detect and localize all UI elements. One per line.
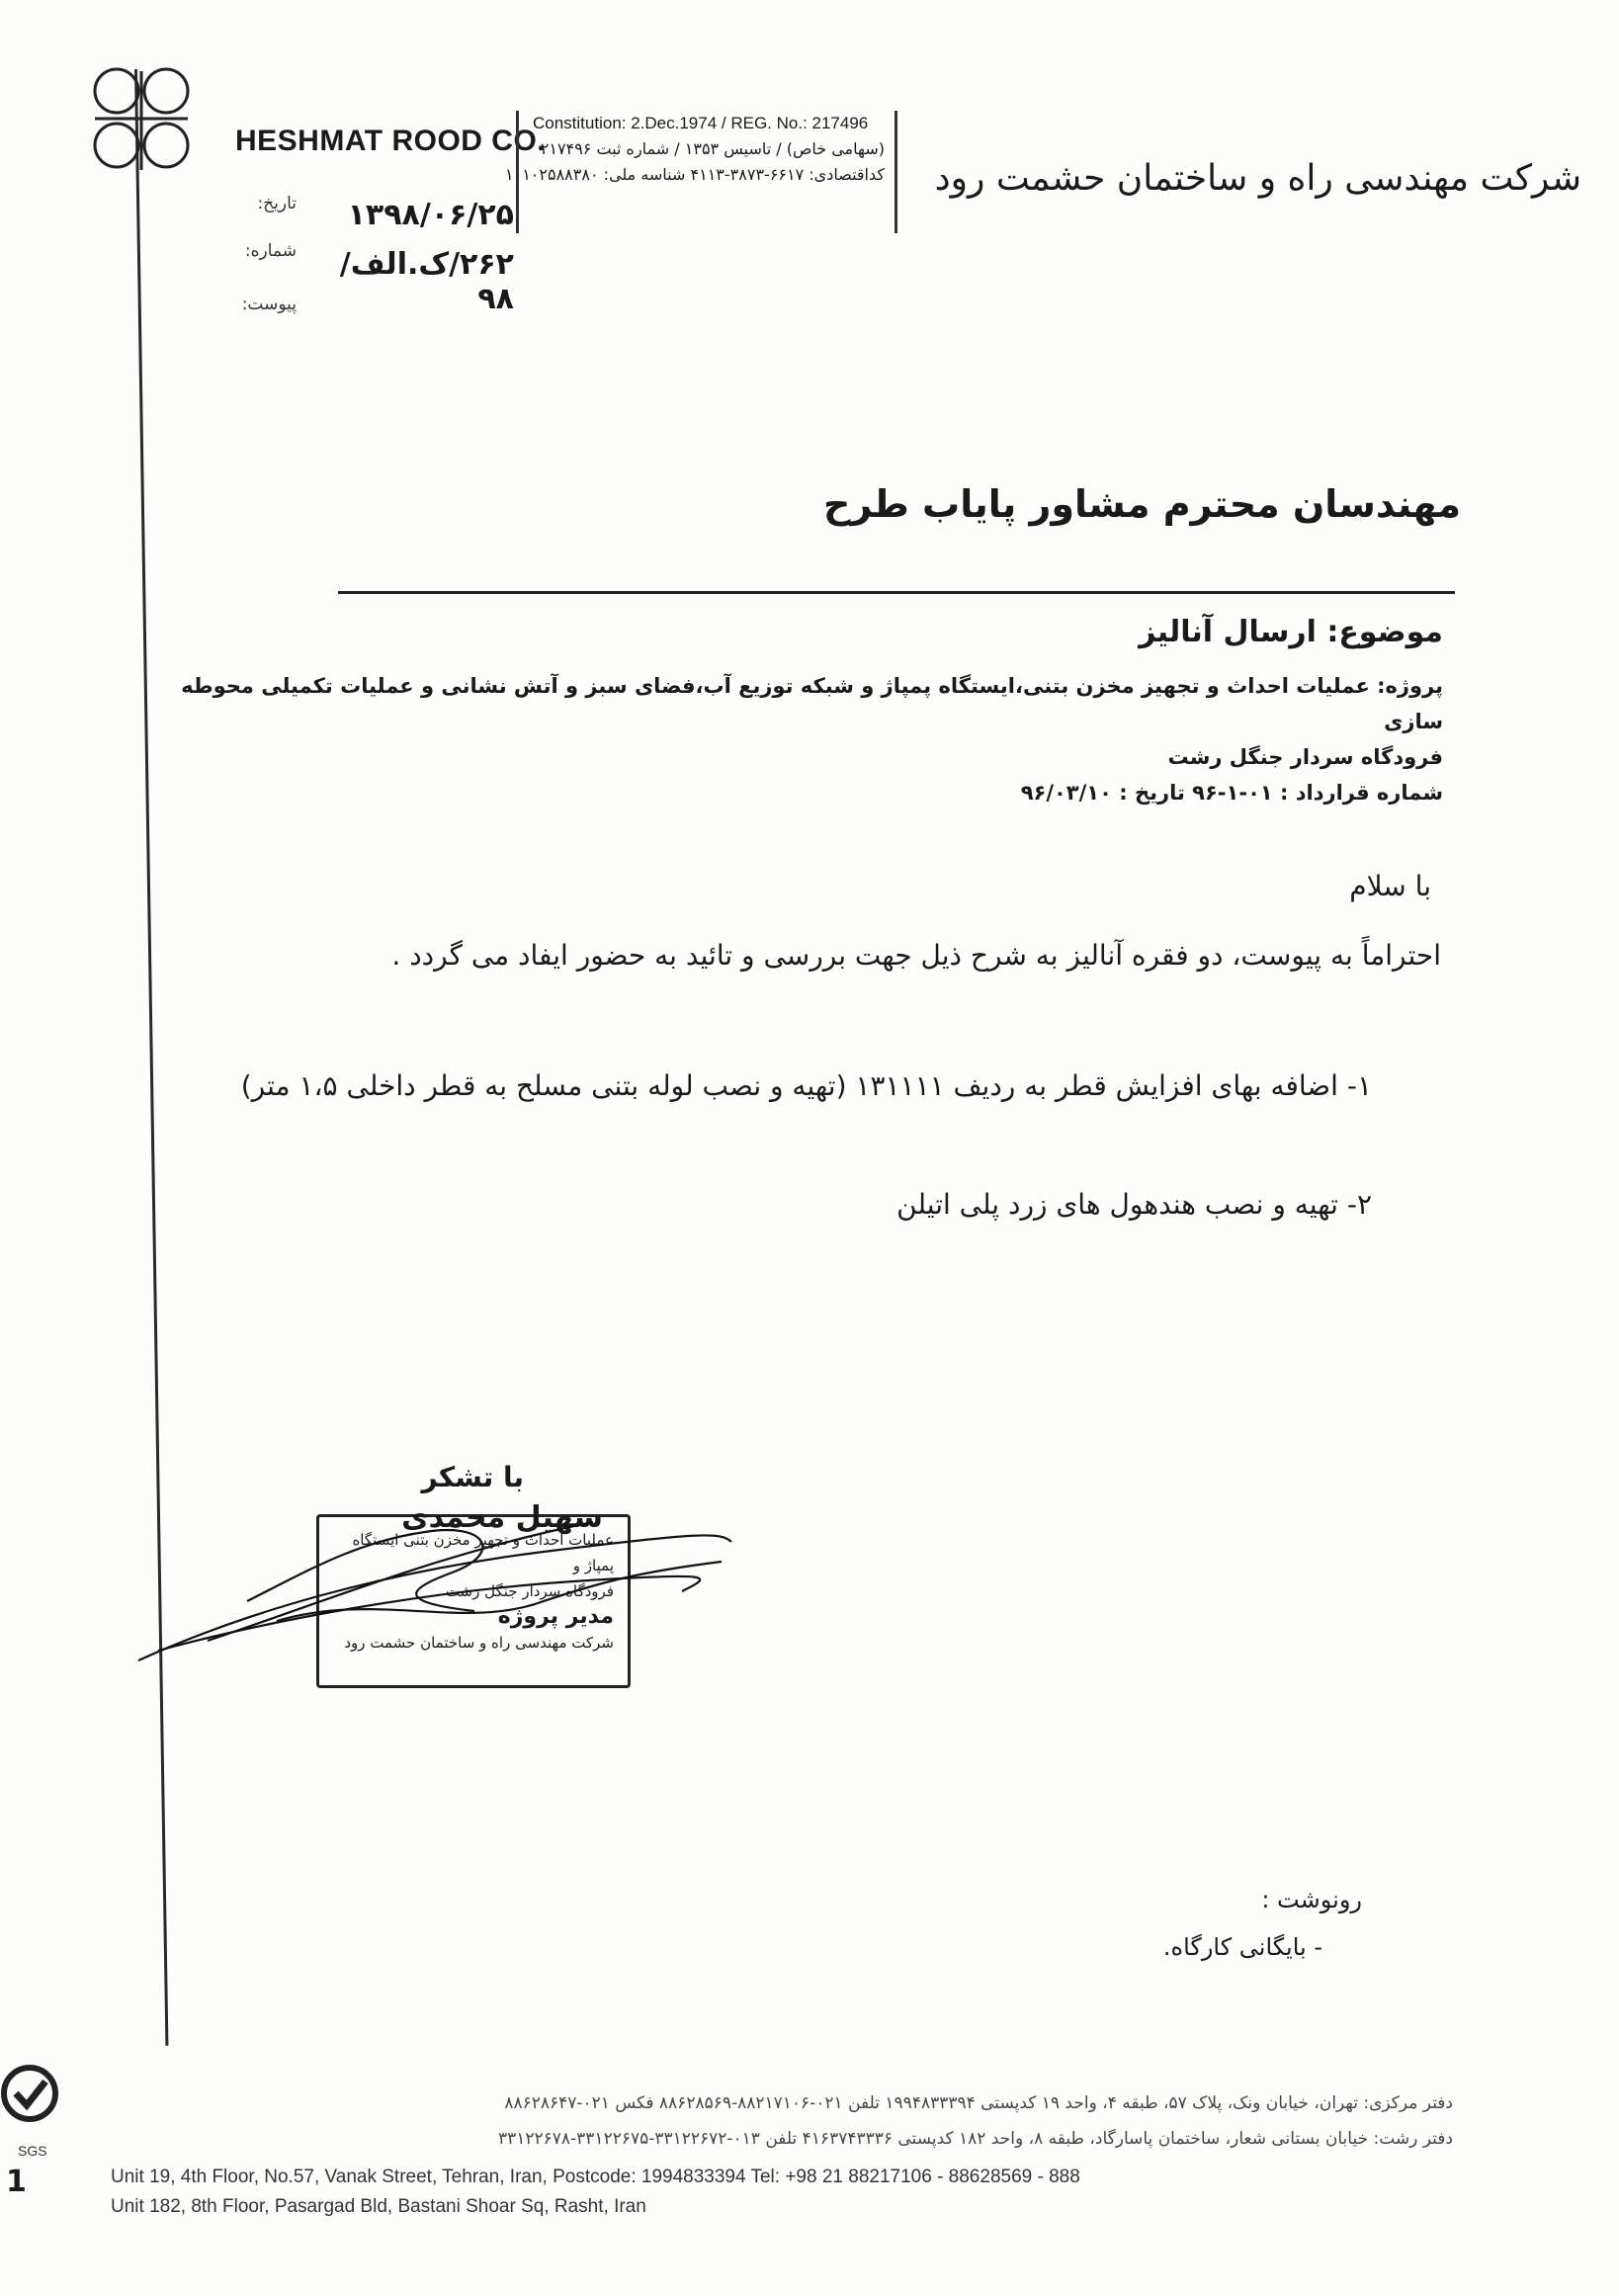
footer-fa-1: دفتر مرکزی: تهران، خیابان ونک، پلاک ۵۷، طبقه ۴، واحد ۱۹ کدپستی ۱۹۹۴۸۳۳۳۹۴ تلفن ۰۲۱-۸۸۲۱۷۱۰۶-۸۸۶۲۸۵۶۹ فکس ۰۲۱-۸۸۶۲۸۶۴۷ bbox=[504, 2093, 1453, 2113]
signature-scribble bbox=[128, 1483, 741, 1680]
company-name-fa: شرکت مهندسی راه و ساختمان حشمت رود bbox=[934, 158, 1581, 199]
project-detail: پروژه: عملیات احداث و تجهیز مخزن بتنی،ایستگاه پمپاژ و شبکه توزیع آب،فضای سبز و آتش نشانی و عملیات تکمیلی محوطه سازی bbox=[181, 674, 1443, 733]
attachment-label: پیوست: bbox=[241, 295, 297, 314]
registration-fa-2: کداقتصادی: ۶۶۱۷-۳۸۷۳-۴۱۱۳ شناسه ملی: ۱۰۱۰۲۵۸۸۳۸۰ bbox=[505, 165, 885, 184]
stamp-line-3: مدیر پروژه bbox=[497, 1604, 614, 1629]
signer-name: سهیل محمدی bbox=[401, 1500, 603, 1535]
project-site: فرودگاه سردار جنگل رشت bbox=[1167, 745, 1443, 769]
badge-label: SGS bbox=[18, 2143, 47, 2159]
margin-line bbox=[134, 69, 168, 2046]
registration-fa-1: (سهامی خاص) / تاسیس ۱۳۵۳ / شماره ثبت ۲۱۷۴۹۶ bbox=[540, 139, 885, 158]
analysis-item-1: ۱- اضافه بهای افزایش قطر به ردیف ۱۳۱۱۱۱ (تهیه و نصب لوله بتنی مسلح به قطر داخلی ۱،۵ متر) bbox=[240, 1069, 1372, 1102]
badge-mark: 1 bbox=[6, 2165, 27, 2199]
cc-label: رونوشت : bbox=[1261, 1886, 1362, 1913]
company-name-en: HESHMAT ROOD CO. bbox=[235, 125, 547, 157]
stamp-line-2: فرودگاه سردار جنگل رشت bbox=[445, 1582, 614, 1600]
subject-title: موضوع: ارسال آنالیز bbox=[1139, 615, 1443, 649]
number-label: شماره: bbox=[244, 241, 297, 261]
cc-item: - بایگانی کارگاه. bbox=[1162, 1933, 1322, 1961]
company-logo-icon bbox=[87, 61, 196, 180]
contract-number: شماره قرارداد : ۰۱-۱-۹۶ تاریخ : ۹۶/۰۳/۱۰ bbox=[1020, 781, 1443, 805]
date-value: ۱۳۹۸/۰۶/۲۵ bbox=[347, 198, 514, 232]
footer-en-2: Unit 182, 8th Floor, Pasargad Bld, Bastani Shoar Sq, Rasht, Iran bbox=[111, 2196, 646, 2217]
closing: با تشکر bbox=[421, 1461, 524, 1493]
footer-en-1: Unit 19, 4th Floor, No.57, Vanak Street, Tehran, Iran, Postcode: 1994833394 Tel: +98 21 88217106 - 88628569 - 888 bbox=[111, 2167, 1080, 2187]
certification-badge-icon bbox=[0, 2056, 69, 2145]
stamp-line-4: شرکت مهندسی راه و ساختمان حشمت رود bbox=[344, 1634, 614, 1652]
stamp-line-1: عملیات احداث و تجهیز مخزن بتنی ایستگاه پمپاژ و bbox=[352, 1531, 614, 1574]
greeting: با سلام bbox=[1349, 870, 1431, 902]
number-value: ۲۶۲/ک.الف/۹۸ bbox=[339, 247, 514, 316]
registration-en: Constitution: 2.Dec.1974 / REG. No.: 217496 bbox=[533, 114, 869, 132]
registration-box bbox=[505, 111, 897, 233]
footer-fa-2: دفتر رشت: خیابان بستانی شعار، ساختمان پاسارگاد، طبقه ۸، واحد ۱۸۲ کدپستی ۴۱۶۳۷۴۳۳۳۶ تلفن ۰۱۳-۳۳۱۲۲۶۷۲-۳۳۱۲۲۶۷۵-۳۳۱۲۲۶۷۸ bbox=[497, 2129, 1453, 2149]
project-block bbox=[158, 668, 1443, 810]
body-paragraph: احتراماً به پیوست، دو فقره آنالیز به شرح ذیل جهت بررسی و تائید به حضور ایفاد می گردد . bbox=[391, 939, 1441, 972]
subject-rule bbox=[338, 591, 1455, 594]
date-label: تاریخ: bbox=[257, 194, 297, 213]
analysis-item-2: ۲- تهیه و نصب هندهول های زرد پلی اتیلن bbox=[896, 1188, 1372, 1221]
subject bbox=[158, 615, 1443, 649]
recipient: مهندسان محترم مشاور پایاب طرح bbox=[822, 482, 1461, 526]
